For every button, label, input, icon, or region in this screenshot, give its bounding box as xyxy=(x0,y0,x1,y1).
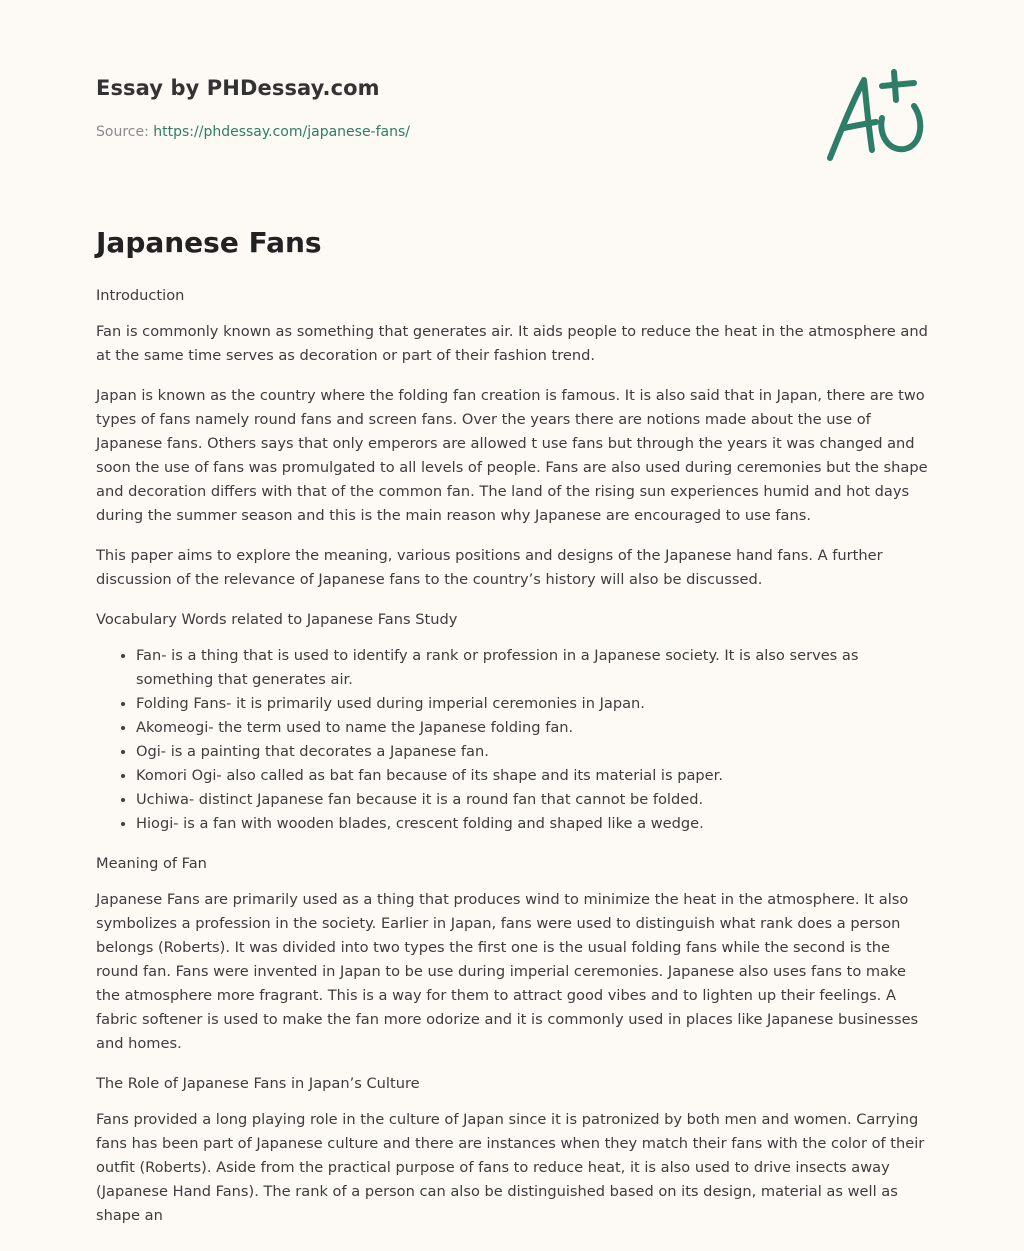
list-item: • Komori Ogi- also called as bat fan because of its shape and its material is paper. xyxy=(136,764,934,788)
essay-content xyxy=(96,284,934,1244)
paragraph-5: Fans provided a long playing role in the culture of Japan since it is patronized by both men and women. Carrying fans has been part of Japanese culture and there are instances when they match their fans with the color of their outfit (Roberts). Aside from the practical purpose of fans to reduce heat, it is also used to drive insects away (Japanese Hand Fans). The rank of a person can also be distinguished based on its design, material as well as shape an xyxy=(96,1111,925,1224)
section-heading-vocabulary: Vocabulary Words related to Japanese Fans Study xyxy=(96,611,458,628)
document-title: Japanese Fans xyxy=(96,226,322,259)
paragraph-1: Fan is commonly known as something that generates air. It aids people to reduce the heat in the atmosphere and at the same time serves as decoration or part of their fashion trend. xyxy=(96,323,928,364)
paragraph-3: This paper aims to explore the meaning, various positions and designs of the Japanese hand fans. A further discussion of the relevance of Japanese fans to the country’s history will also be discussed. xyxy=(96,547,883,588)
site-title: Essay by PHDessay.com xyxy=(96,76,380,100)
section-heading-role: The Role of Japanese Fans in Japan’s Culture xyxy=(96,1075,420,1092)
list-item: • Fan- is a thing that is used to identify a rank or profession in a Japanese society. It is also serves as something that generates air. xyxy=(136,644,934,692)
paragraph-2: Japan is known as the country where the folding fan creation is famous. It is also said that in Japan, there are two types of fans namely round fans and screen fans. Over the years there are notions made about the use of Japanese fans. Others says that only emperors are allowed t use fans but through the years it was changed and soon the use of fans was promulgated to all levels of people. Fans are also used during ceremonies but the shape and decoration differs with that of the common fan. The land of the rising sun experiences humid and hot days during the summer season and this is the main reason why Japanese are encouraged to use fans. xyxy=(96,387,928,524)
source-label: Source: xyxy=(96,124,149,140)
source-link[interactable]: https://phdessay.com/japanese-fans/ xyxy=(153,124,411,140)
section-heading-meaning: Meaning of Fan xyxy=(96,855,207,872)
list-item: • Akomeogi- the term used to name the Japanese folding fan. xyxy=(136,716,934,740)
list-item: • Ogi- is a painting that decorates a Japanese fan. xyxy=(136,740,934,764)
a-plus-logo-icon xyxy=(822,68,928,164)
vocabulary-list xyxy=(96,644,934,836)
list-item: • Folding Fans- it is primarily used during imperial ceremonies in Japan. xyxy=(136,692,934,716)
source-line xyxy=(96,124,410,140)
list-item: • Hiogi- is a fan with wooden blades, crescent folding and shaped like a wedge. xyxy=(136,812,934,836)
list-item: • Uchiwa- distinct Japanese fan because it is a round fan that cannot be folded. xyxy=(136,788,934,812)
section-heading-introduction: Introduction xyxy=(96,287,185,304)
paragraph-4: Japanese Fans are primarily used as a thing that produces wind to minimize the heat in the atmosphere. It also symbolizes a profession in the society. Earlier in Japan, fans were used to distinguish what rank does a person belongs (Roberts). It was divided into two types the first one is the usual folding fans while the second is the round fan. Fans were invented in Japan to be use during imperial ceremonies. Japanese also uses fans to make the atmosphere more fragrant. This is a way for them to attract good vibes and to lighten up their feelings. A fabric softener is used to make the fan more odorize and it is commonly used in places like Japanese businesses and homes. xyxy=(96,891,919,1052)
